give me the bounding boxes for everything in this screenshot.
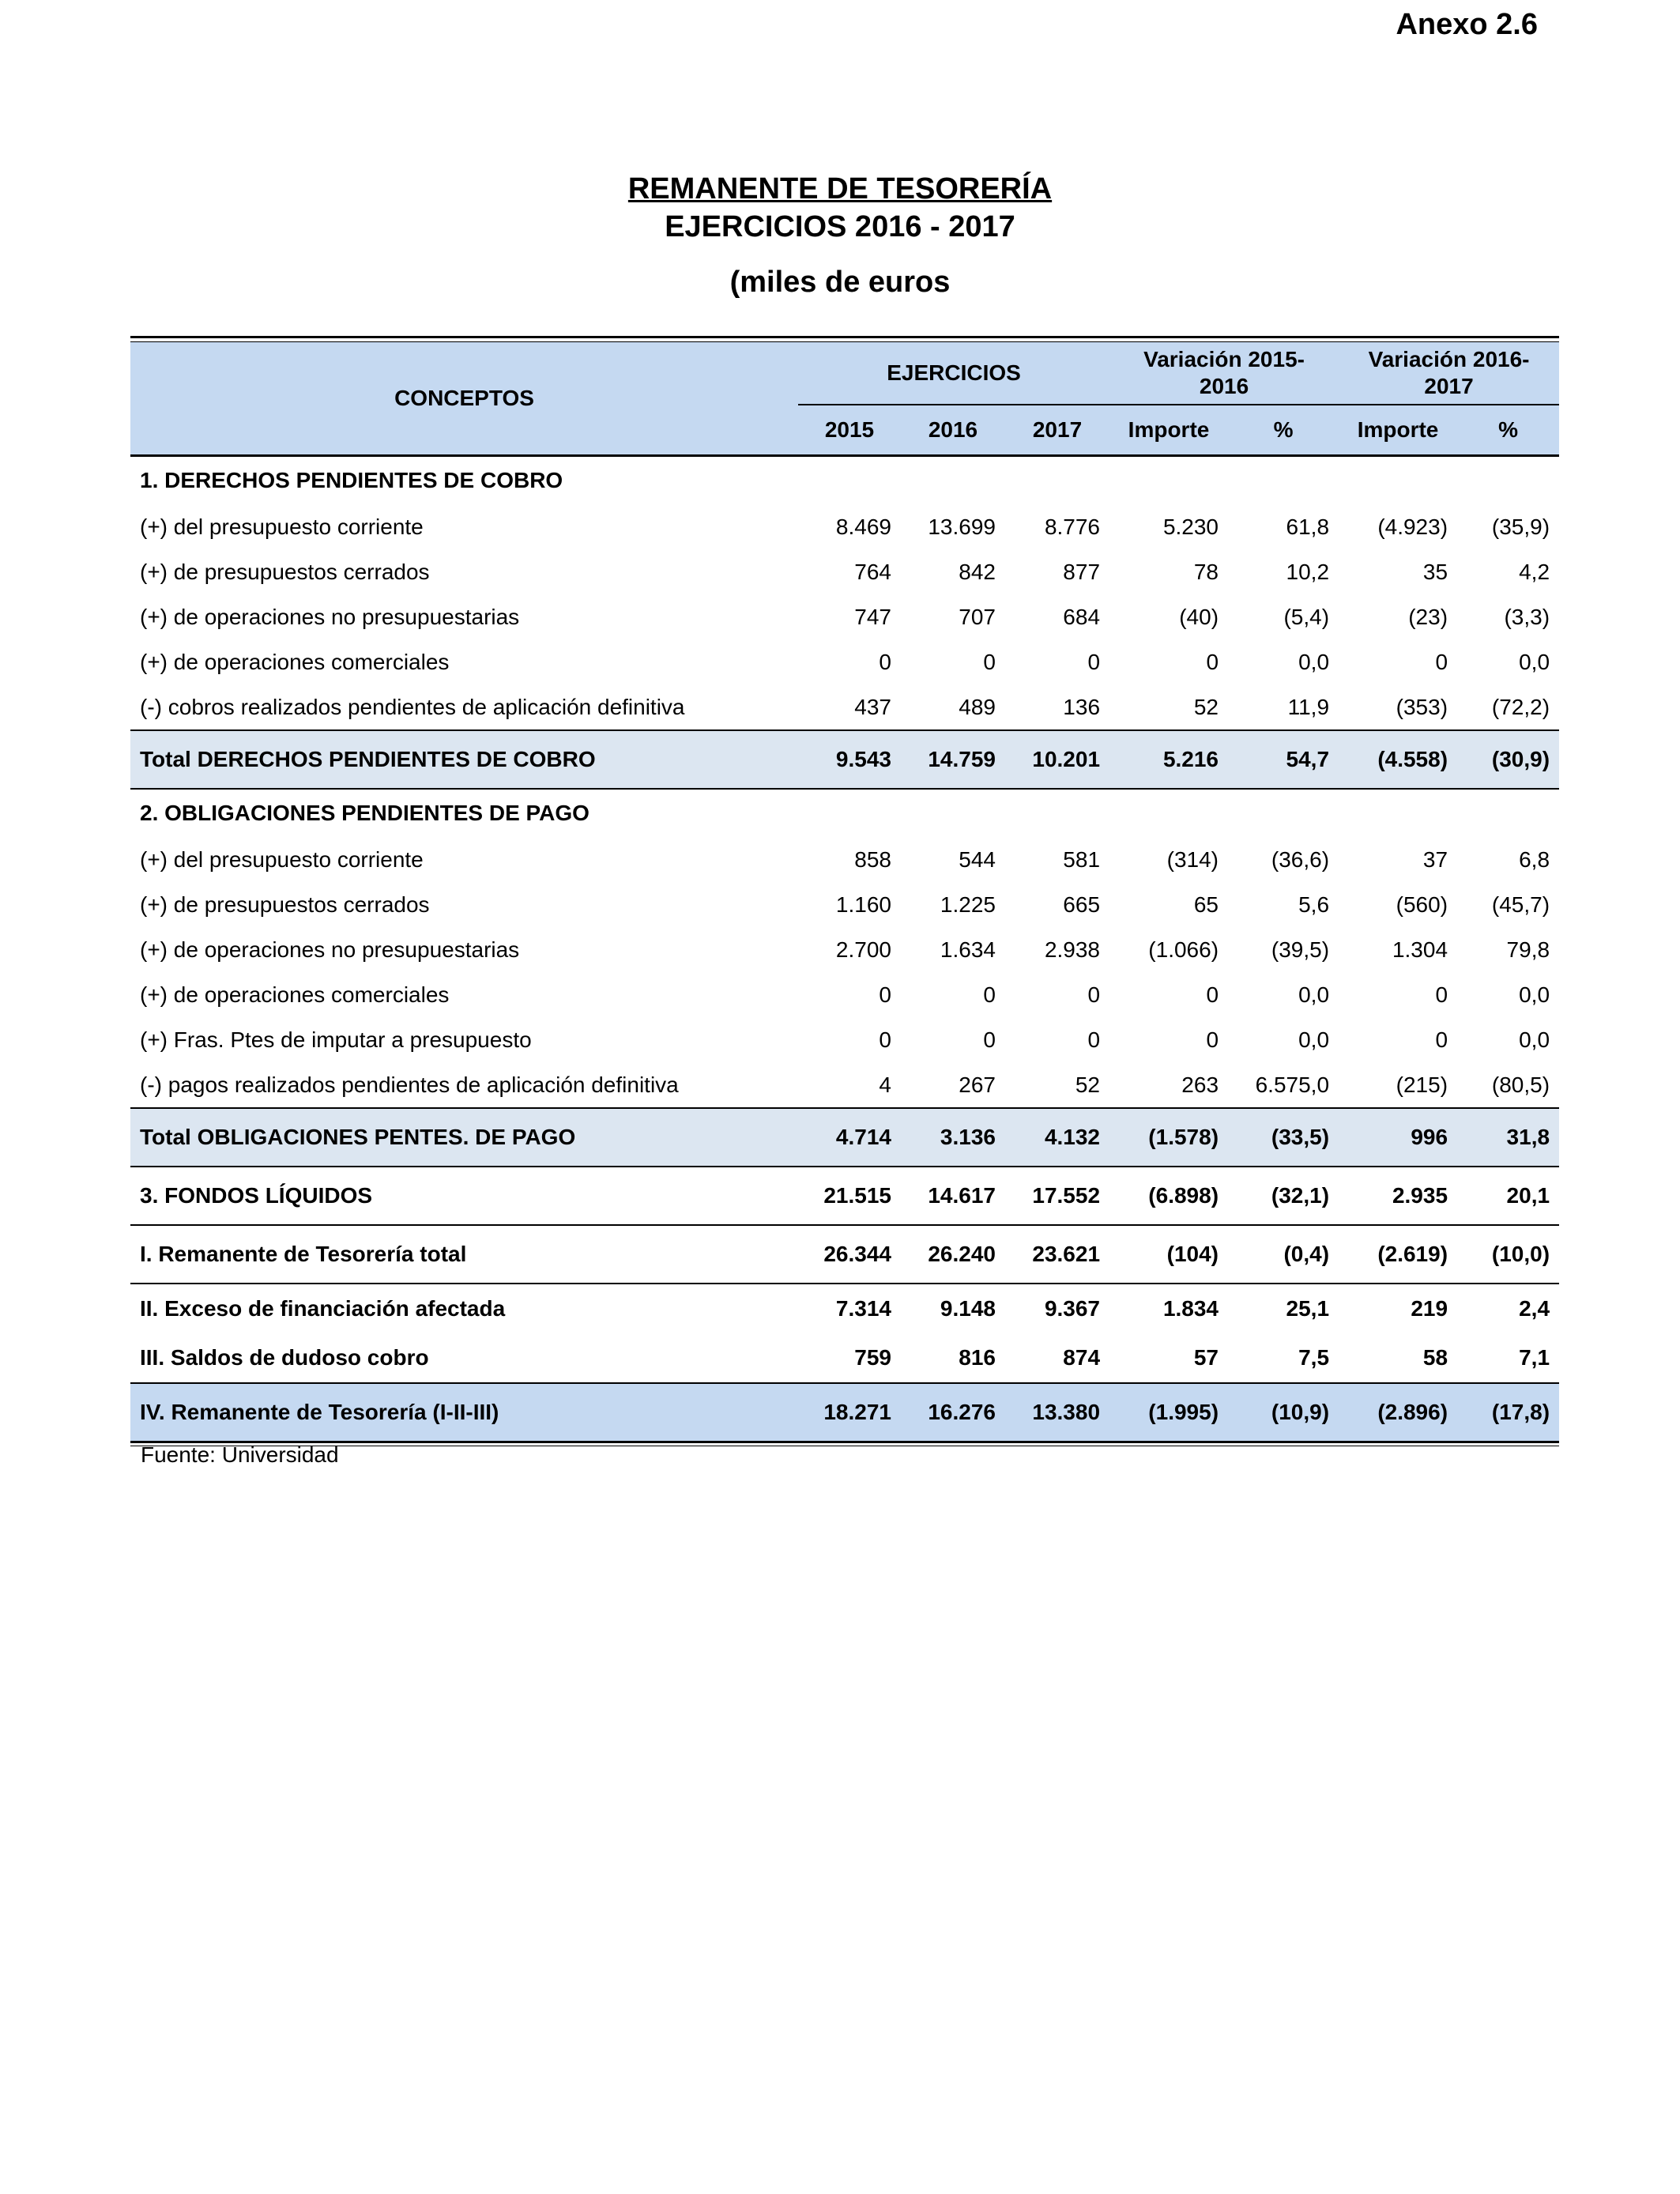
cell: 20,1 <box>1506 1183 1550 1208</box>
cell: 52 <box>1075 1072 1101 1097</box>
cell: 0 <box>1435 649 1448 674</box>
cell: (2.619) <box>1377 1242 1448 1266</box>
cell: (0,4) <box>1283 1242 1330 1266</box>
cell: 267 <box>959 1072 996 1097</box>
units-note: (miles de euros <box>729 266 951 299</box>
cell: 10,2 <box>1286 559 1330 584</box>
cell: 1.160 <box>835 892 891 917</box>
cell: (215) <box>1396 1072 1448 1097</box>
cell: 1.225 <box>940 892 996 917</box>
cell: 759 <box>854 1345 891 1370</box>
cell: 1.634 <box>940 937 996 962</box>
cell: 10.201 <box>1005 730 1109 789</box>
cell: 489 <box>959 694 996 719</box>
header-2016: 2016 <box>901 405 1005 456</box>
header-2017: 2017 <box>1005 405 1109 456</box>
cell: 0,0 <box>1298 649 1330 674</box>
cell: (17,8) <box>1457 1383 1559 1441</box>
cell: (2.896) <box>1339 1383 1457 1441</box>
cell: 0 <box>983 982 996 1007</box>
cell: 1.834 <box>1162 1296 1219 1321</box>
cell: 18.271 <box>798 1383 901 1441</box>
cell: (36,6) <box>1271 846 1330 872</box>
cell: 0,0 <box>1519 982 1550 1007</box>
cell: 13.699 <box>928 514 996 539</box>
row-label: 3. FONDOS LÍQUIDOS <box>140 1183 373 1208</box>
source-note: Fuente: Universidad <box>141 1442 339 1467</box>
table-row <box>130 837 1559 882</box>
cell: 5.230 <box>1162 514 1219 539</box>
row-label: (-) cobros realizados pendientes de aplicación definitiva <box>140 694 685 719</box>
cell: (72,2) <box>1491 694 1550 719</box>
table-row <box>130 789 1559 837</box>
row-label: (+) de presupuestos cerrados <box>140 892 430 917</box>
cell: 0 <box>1087 649 1101 674</box>
cell: (314) <box>1166 846 1219 872</box>
cell: (104) <box>1166 1242 1219 1266</box>
cell: 21.515 <box>823 1183 891 1208</box>
row-label: II. Exceso de financiación afectada <box>140 1296 506 1321</box>
cell: 0 <box>1435 982 1448 1007</box>
row-label: (+) del presupuesto corriente <box>140 846 424 872</box>
cell: (3,3) <box>1504 604 1550 629</box>
header-ejercicios: EJERCICIOS <box>798 342 1109 405</box>
cell: (23) <box>1408 604 1448 629</box>
cell: (4.923) <box>1377 514 1448 539</box>
cell: 4.132 <box>1005 1108 1109 1167</box>
cell: (10,9) <box>1228 1383 1339 1441</box>
cell: 2.700 <box>835 937 891 962</box>
cell: 0 <box>1435 1027 1448 1052</box>
cell: (560) <box>1396 892 1448 917</box>
header-importe-1: Importe <box>1109 405 1228 456</box>
cell: 9.148 <box>940 1296 996 1321</box>
cell: 0 <box>983 1027 996 1052</box>
cell: (30,9) <box>1457 730 1559 789</box>
cell: 8.776 <box>1044 514 1101 539</box>
remanente-total-row <box>130 1225 1559 1284</box>
table-row <box>130 639 1559 684</box>
cell: 4.714 <box>798 1108 901 1167</box>
cell: 58 <box>1422 1345 1448 1370</box>
cell: 7,5 <box>1298 1345 1330 1370</box>
cell: 13.380 <box>1005 1383 1109 1441</box>
header-importe-2: Importe <box>1339 405 1457 456</box>
cell: 54,7 <box>1228 730 1339 789</box>
table-row <box>130 882 1559 927</box>
table-row <box>130 972 1559 1017</box>
dudoso-cobro-row <box>130 1333 1559 1383</box>
header-conceptos: CONCEPTOS <box>130 342 798 456</box>
cell: 1.304 <box>1392 937 1448 962</box>
table-row <box>130 927 1559 972</box>
row-label: (+) de presupuestos cerrados <box>140 559 430 584</box>
cell: 3.136 <box>901 1108 1005 1167</box>
cell: 7,1 <box>1519 1345 1550 1370</box>
cell: 14.759 <box>901 730 1005 789</box>
table-row <box>130 504 1559 549</box>
cell: (6.898) <box>1148 1183 1219 1208</box>
header-variacion-2016-2017: Variación 2016-2017 <box>1339 342 1559 405</box>
cell: 4,2 <box>1519 559 1550 584</box>
cell: 0 <box>1206 649 1219 674</box>
cell: (1.995) <box>1109 1383 1228 1441</box>
cell: 136 <box>1063 694 1101 719</box>
cell: 26.344 <box>823 1242 891 1266</box>
cell: 8.469 <box>835 514 891 539</box>
cell: 2,4 <box>1519 1296 1550 1321</box>
cell: 684 <box>1063 604 1101 629</box>
row-label: (+) de operaciones comerciales <box>140 649 450 674</box>
table-row <box>130 1062 1559 1108</box>
cell: 877 <box>1063 559 1101 584</box>
cell: (1.066) <box>1148 937 1219 962</box>
cell: 747 <box>854 604 891 629</box>
cell: (5,4) <box>1283 604 1330 629</box>
cell: (10,0) <box>1491 1242 1550 1266</box>
cell: 2.935 <box>1392 1183 1448 1208</box>
table-top-rule <box>130 336 1559 342</box>
row-label: Total OBLIGACIONES PENTES. DE PAGO <box>130 1108 798 1167</box>
table-row <box>130 684 1559 730</box>
section-label-derechos: 1. DERECHOS PENDIENTES DE COBRO <box>140 468 563 492</box>
cell: 0,0 <box>1519 649 1550 674</box>
fondos-liquidos-row <box>130 1167 1559 1225</box>
cell: 57 <box>1193 1345 1219 1370</box>
cell: 61,8 <box>1286 514 1330 539</box>
cell: 35 <box>1422 559 1448 584</box>
cell: 0 <box>1087 982 1101 1007</box>
cell: 707 <box>959 604 996 629</box>
cell: (353) <box>1396 694 1448 719</box>
title-block <box>0 170 1680 301</box>
row-label: III. Saldos de dudoso cobro <box>140 1345 429 1370</box>
row-label: (+) de operaciones no presupuestarias <box>140 937 520 962</box>
cell: (32,1) <box>1271 1183 1330 1208</box>
exceso-financiacion-row <box>130 1284 1559 1333</box>
cell: (39,5) <box>1271 937 1330 962</box>
cell: 37 <box>1422 846 1448 872</box>
cell: 544 <box>959 846 996 872</box>
cell: 665 <box>1063 892 1101 917</box>
row-label: (-) pagos realizados pendientes de aplicación definitiva <box>140 1072 679 1097</box>
cell: 842 <box>959 559 996 584</box>
table-row <box>130 456 1559 505</box>
cell: 16.276 <box>901 1383 1005 1441</box>
row-label: (+) de operaciones comerciales <box>140 982 450 1007</box>
cell: 79,8 <box>1506 937 1550 962</box>
cell: (33,5) <box>1228 1108 1339 1167</box>
cell: 0 <box>983 649 996 674</box>
row-label: (+) de operaciones no presupuestarias <box>140 604 520 629</box>
cell: 0 <box>1206 1027 1219 1052</box>
row-label: Total DERECHOS PENDIENTES DE COBRO <box>130 730 798 789</box>
row-label: I. Remanente de Tesorería total <box>140 1242 467 1266</box>
cell: 0,0 <box>1298 982 1330 1007</box>
cell: 23.621 <box>1032 1242 1101 1266</box>
cell: 874 <box>1063 1345 1101 1370</box>
cell: 4 <box>879 1072 891 1097</box>
cell: 0,0 <box>1519 1027 1550 1052</box>
annex-label: Anexo 2.6 <box>1396 8 1538 41</box>
row-label: IV. Remanente de Tesorería (I-II-III) <box>130 1383 798 1441</box>
cell: 764 <box>854 559 891 584</box>
cell: 219 <box>1411 1296 1448 1321</box>
cell: 9.543 <box>798 730 901 789</box>
page-title: REMANENTE DE TESORERÍA <box>627 172 1053 205</box>
page-subtitle: EJERCICIOS 2016 - 2017 <box>665 210 1015 243</box>
cell: 11,9 <box>1287 694 1330 719</box>
cell: (40) <box>1179 604 1219 629</box>
table-row <box>130 594 1559 639</box>
table-bottom-rule <box>130 1441 1559 1446</box>
cell: 31,8 <box>1457 1108 1559 1167</box>
cell: 0 <box>879 1027 891 1052</box>
row-label: (+) Fras. Ptes de imputar a presupuesto <box>140 1027 532 1052</box>
cell: 858 <box>854 846 891 872</box>
cell: (45,7) <box>1491 892 1550 917</box>
cell: 52 <box>1193 694 1219 719</box>
cell: 263 <box>1181 1072 1219 1097</box>
table-row <box>130 549 1559 594</box>
cell: 6.575,0 <box>1255 1072 1330 1097</box>
total-row-derechos <box>130 730 1559 789</box>
header-variacion-2015-2016: Variación 2015-2016 <box>1109 342 1339 405</box>
header-pct-2: % <box>1457 405 1559 456</box>
cell: 816 <box>959 1345 996 1370</box>
cell: 581 <box>1063 846 1101 872</box>
cell: (1.578) <box>1109 1108 1228 1167</box>
cell: 5.216 <box>1109 730 1228 789</box>
section-label-obligaciones: 2. OBLIGACIONES PENDIENTES DE PAGO <box>140 801 590 825</box>
header-pct-1: % <box>1228 405 1339 456</box>
cell: 5,6 <box>1298 892 1330 917</box>
cell: 7.314 <box>835 1296 891 1321</box>
row-label: (+) del presupuesto corriente <box>140 514 424 539</box>
cell: 65 <box>1193 892 1219 917</box>
cell: (35,9) <box>1491 514 1550 539</box>
cell: 6,8 <box>1519 846 1550 872</box>
cell: 26.240 <box>928 1242 996 1266</box>
cell: 0 <box>879 982 891 1007</box>
cell: 78 <box>1193 559 1219 584</box>
cell: 0 <box>1206 982 1219 1007</box>
cell: 2.938 <box>1044 937 1101 962</box>
total-row-obligaciones <box>130 1108 1559 1167</box>
cell: 0,0 <box>1298 1027 1330 1052</box>
table-row <box>130 1017 1559 1062</box>
cell: 14.617 <box>928 1183 996 1208</box>
header-row-1 <box>130 342 1559 405</box>
cell: 9.367 <box>1044 1296 1101 1321</box>
cell: 0 <box>1087 1027 1101 1052</box>
cell: (80,5) <box>1491 1072 1550 1097</box>
cell: 0 <box>879 649 891 674</box>
cell: 17.552 <box>1032 1183 1101 1208</box>
treasury-table <box>130 336 1559 1446</box>
cell: 25,1 <box>1286 1296 1330 1321</box>
header-2015: 2015 <box>798 405 901 456</box>
cell: 996 <box>1339 1108 1457 1167</box>
cell: 437 <box>854 694 891 719</box>
remanente-final-row <box>130 1383 1559 1441</box>
cell: (4.558) <box>1339 730 1457 789</box>
